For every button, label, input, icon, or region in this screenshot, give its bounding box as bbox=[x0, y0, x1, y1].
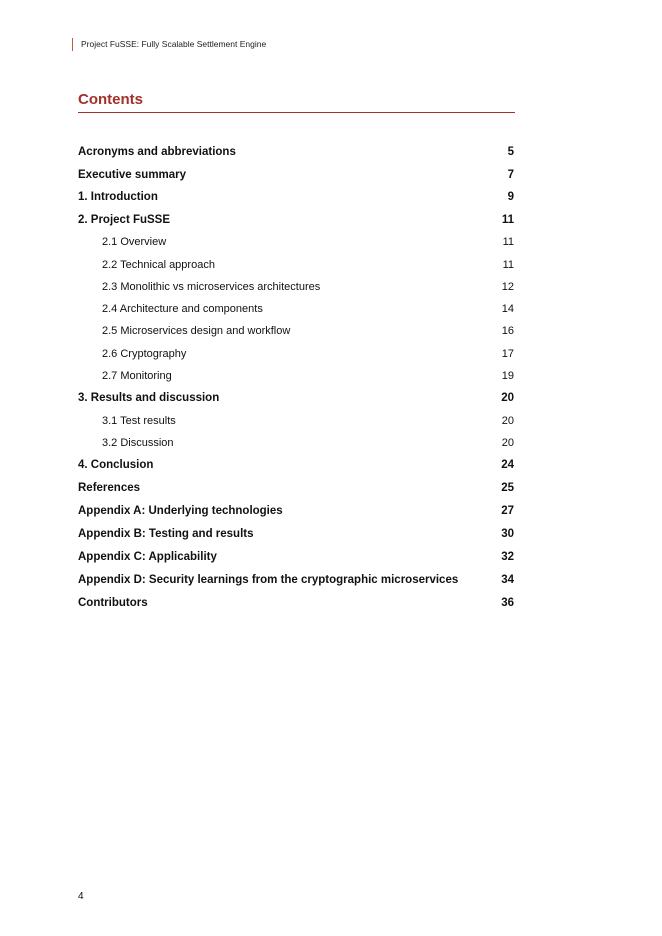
toc-entry-page: 32 bbox=[501, 551, 514, 563]
toc-entry[interactable] bbox=[78, 597, 514, 609]
toc-entry-label: Acronyms and abbreviations bbox=[78, 146, 236, 158]
toc-entry-label: 3.1 Test results bbox=[102, 415, 176, 427]
toc-entry-page: 16 bbox=[501, 325, 514, 337]
toc-entry-label: 3. Results and discussion bbox=[78, 392, 220, 404]
toc-entry-label: 2.7 Monitoring bbox=[102, 370, 172, 382]
toc-entry-label: 1. Introduction bbox=[78, 191, 158, 203]
page-number: 4 bbox=[78, 891, 84, 902]
toc-entry[interactable] bbox=[78, 259, 514, 271]
toc-entry[interactable] bbox=[78, 281, 514, 293]
toc-entry[interactable] bbox=[78, 415, 514, 427]
toc-entry[interactable] bbox=[78, 214, 514, 226]
toc-entry-label: 2.1 Overview bbox=[102, 236, 167, 248]
toc-entry-page: 12 bbox=[501, 281, 514, 293]
toc-entry-page: 20 bbox=[501, 437, 514, 449]
toc-entry[interactable] bbox=[78, 236, 514, 248]
toc-entry-page: 11 bbox=[502, 259, 514, 271]
toc-entry[interactable] bbox=[78, 437, 514, 449]
title-divider bbox=[78, 112, 515, 113]
toc-entry-page: 19 bbox=[501, 370, 514, 382]
toc-entry-label: Appendix B: Testing and results bbox=[78, 528, 254, 540]
toc-entry-page: 27 bbox=[501, 505, 514, 517]
toc-entry-label: 3.2 Discussion bbox=[102, 437, 174, 449]
toc-entry-label: 4. Conclusion bbox=[78, 459, 154, 471]
toc-entry[interactable] bbox=[78, 392, 514, 404]
toc-entry-page: 14 bbox=[501, 303, 514, 315]
toc-entry-page: 11 bbox=[502, 236, 514, 248]
toc-entry-page: 25 bbox=[501, 482, 514, 494]
toc-entry-page: 7 bbox=[507, 169, 514, 181]
toc-entry[interactable] bbox=[78, 459, 514, 471]
toc-entry-label: 2. Project FuSSE bbox=[78, 214, 171, 226]
toc-entry-label: Appendix A: Underlying technologies bbox=[78, 505, 283, 517]
toc-entry-page: 36 bbox=[501, 597, 514, 609]
toc-entry[interactable] bbox=[78, 146, 514, 158]
toc-entry[interactable] bbox=[78, 482, 514, 494]
toc-entry[interactable] bbox=[78, 191, 514, 203]
toc-entry[interactable] bbox=[78, 370, 514, 382]
toc-entry-page: 17 bbox=[501, 348, 514, 360]
toc-entry[interactable] bbox=[78, 551, 514, 563]
toc-entry-page: 9 bbox=[507, 191, 514, 203]
toc-entry-label: Contributors bbox=[78, 597, 148, 609]
toc-entry-label: 2.5 Microservices design and workflow bbox=[102, 325, 291, 337]
toc-entry-page: 24 bbox=[501, 459, 514, 471]
toc-entry[interactable] bbox=[78, 325, 514, 337]
toc-entry-label: Executive summary bbox=[78, 169, 187, 181]
toc-entry-label: Appendix C: Applicability bbox=[78, 551, 217, 563]
toc-entry-label: 2.3 Monolithic vs microservices architectures bbox=[102, 281, 321, 293]
toc-entry-page: 20 bbox=[501, 392, 514, 404]
toc-entry-page: 34 bbox=[501, 574, 514, 586]
toc-entry[interactable] bbox=[78, 574, 514, 586]
toc-entry[interactable] bbox=[78, 303, 514, 315]
running-header: Project FuSSE: Fully Scalable Settlement Engine bbox=[72, 38, 266, 51]
toc-entry-label: Appendix D: Security learnings from the cryptographic microservices bbox=[78, 574, 459, 586]
toc-entry-label: 2.2 Technical approach bbox=[102, 259, 215, 271]
toc-entry[interactable] bbox=[78, 348, 514, 360]
toc-entry-label: References bbox=[78, 482, 141, 494]
page-title: Contents bbox=[78, 91, 143, 108]
toc-entry[interactable] bbox=[78, 528, 514, 540]
toc-entry-label: 2.4 Architecture and components bbox=[102, 303, 263, 315]
toc-entry-page: 5 bbox=[507, 146, 514, 158]
toc-entry[interactable] bbox=[78, 505, 514, 517]
toc-entry-page: 20 bbox=[501, 415, 514, 427]
toc-entry-label: 2.6 Cryptography bbox=[102, 348, 187, 360]
toc-entry-page: 30 bbox=[501, 528, 514, 540]
toc-entry-page: 11 bbox=[501, 214, 514, 226]
toc-entry[interactable] bbox=[78, 169, 514, 181]
